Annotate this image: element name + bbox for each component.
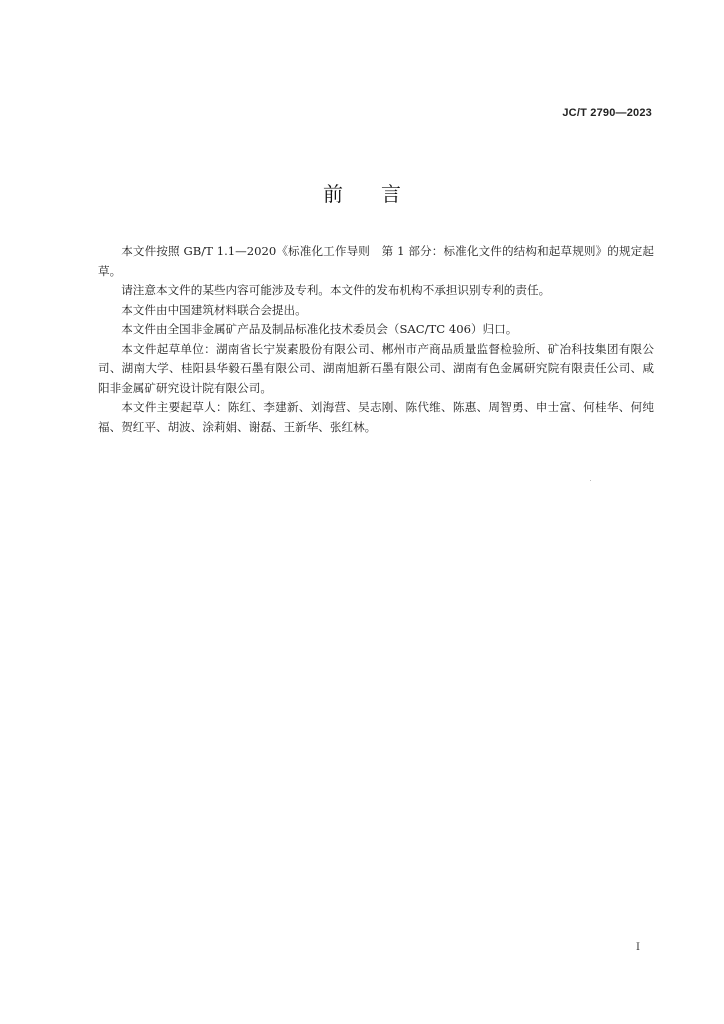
paragraph-patent-notice: 请注意本文件的某些内容可能涉及专利。本文件的发布机构不承担识别专利的责任。	[121, 283, 551, 297]
paragraph-drafting-rules: 本文件按照 GB/T 1.1—2020《标准化工作导则 第 1 部分：标准化文件的结构和起草规则》的规定起草。	[98, 244, 654, 278]
foreword-body	[98, 242, 654, 437]
paragraph-drafting-units: 本文件起草单位：湖南省长宁炭素股份有限公司、郴州市产商品质量监督检验所、矿冶科技集团有限公司、湖南大学、桂阳县华毅石墨有限公司、湖南旭新石墨有限公司、湖南有色金属研究院有限责任公司、咸阳非金属矿研究设计院有限公司。	[98, 341, 654, 395]
standard-code: JC/T 2790—2023	[562, 107, 652, 119]
page-number: I	[636, 942, 640, 953]
paragraph-committee: 本文件由全国非金属矿产品及制品标准化技术委员会（SAC/TC 406）归口。	[121, 322, 518, 336]
paragraph-main-drafters: 本文件主要起草人：陈红、李建新、刘海营、吴志刚、陈代维、陈惠、周智勇、申士富、何桂华、何纯福、贺红平、胡波、涂莉娟、谢磊、王新华、张红林。	[98, 400, 654, 434]
paragraph-proposer: 本文件由中国建筑材料联合会提出。	[121, 302, 307, 317]
scan-speck	[590, 480, 591, 481]
page-title: 前言	[323, 182, 439, 206]
